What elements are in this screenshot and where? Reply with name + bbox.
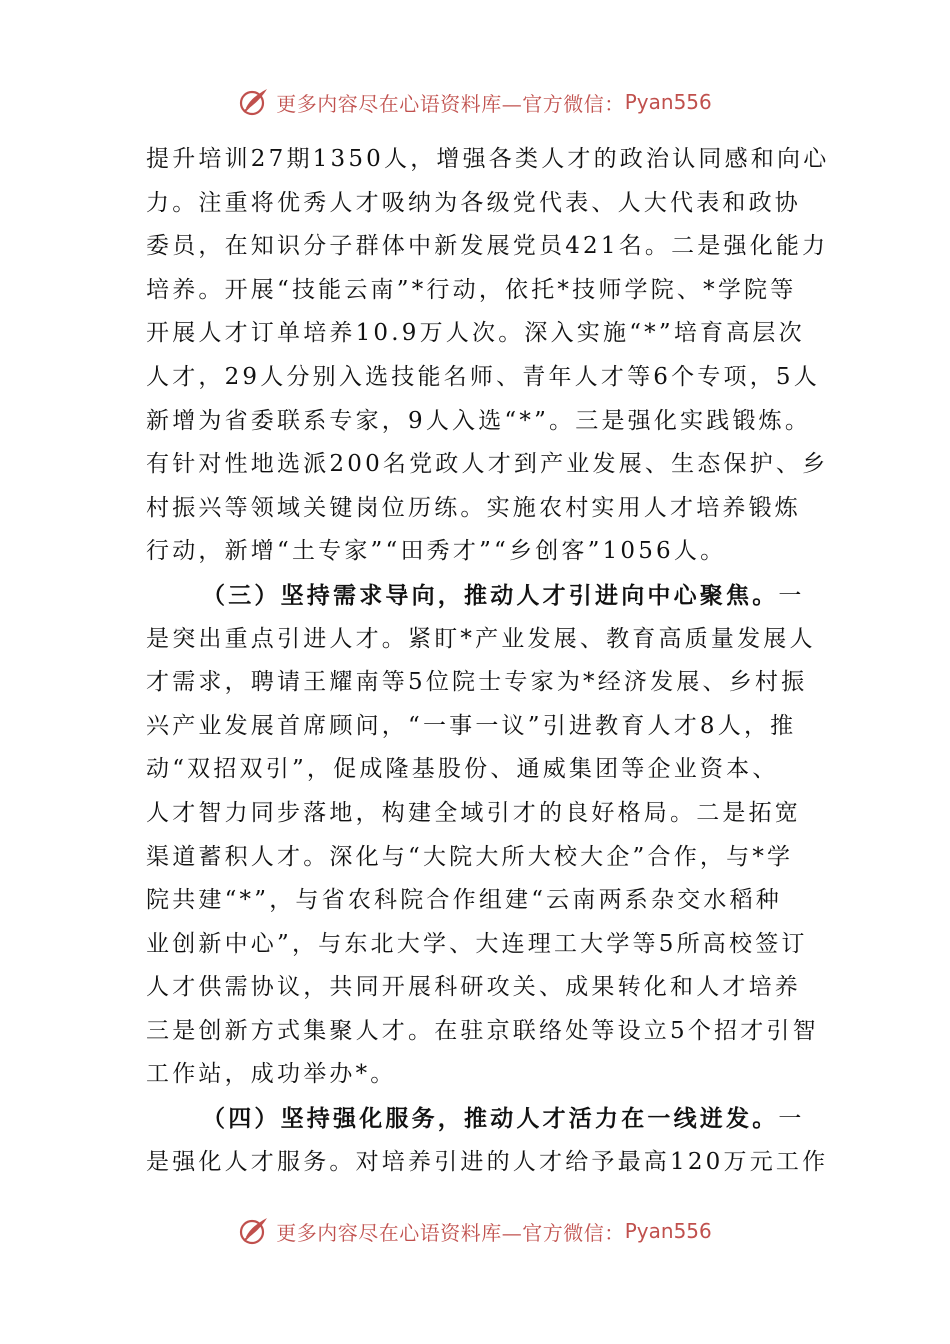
body-line-21: 三是创新方式集聚人才。在驻京联络处等设立5个招才引智 [146,1017,819,1044]
body-line-6: 人才，29人分别入选技能名师、青年人才等6个专项，5人 [146,363,820,390]
body-line-15: 动“双招双引”，促成隆基股份、通威集团等企业资本、 [146,756,779,783]
body-line-22: 工作站，成功举办*。 [146,1061,397,1088]
body-line-14: 兴产业发展首席顾问，“一事一议”引进教育人才8人，推 [146,712,797,739]
footer-watermark-banner [0,1209,950,1253]
body-line-10: 行动，新增“土专家”“田秀才”“乡创客”1056人。 [146,538,727,565]
body-line-20: 人才供需协议，共同开展科研攻关、成果转化和人才培养 [146,974,801,1001]
body-line-24: 是强化人才服务。对培养引进的人才给予最高120万元工作 [146,1148,829,1175]
section-heading-3-title: （三）坚持需求导向，推动人才引进向中心聚焦。 [202,581,779,609]
quill-logo-icon [238,1215,270,1247]
section-heading-4: （四）坚持强化服务，推动人才活力在一线迸发。一 [202,1105,805,1133]
section-heading-3: （三）坚持需求导向，推动人才引进向中心聚焦。一 [202,581,805,609]
body-line-3: 委员，在知识分子群体中新发展党员421名。二是强化能力 [146,233,829,260]
header-wechat-id: Pyan556 [624,90,712,114]
body-line-16: 人才智力同步落地，构建全域引才的良好格局。二是拓宽 [146,799,801,826]
body-line-17: 渠道蓄积人才。深化与“大院大所大校大企”合作，与*学 [146,843,794,870]
body-line-13: 才需求，聘请王耀南等5位院士专家为*经济发展、乡村振 [146,669,808,696]
body-line-8: 有针对性地选派200名党政人才到产业发展、生态保护、乡 [146,451,829,478]
footer-banner-text: 更多内容尽在心语资料库—官方微信： [276,1220,625,1245]
section-heading-4-title: （四）坚持强化服务，推动人才活力在一线迸发。 [202,1105,779,1133]
body-line-7: 新增为省委联系专家，9人入选“*”。三是强化实践锻炼。 [146,407,812,434]
body-line-12: 是突出重点引进人才。紧盯*产业发展、教育高质量发展人 [146,625,816,652]
body-line-9: 村振兴等领域关键岗位历练。实施农村实用人才培养锻炼 [146,494,801,521]
body-line-19: 业创新中心”，与东北大学、大连理工大学等5所高校签订 [146,930,808,957]
body-line-2: 力。注重将优秀人才吸纳为各级党代表、人大代表和政协 [146,189,801,216]
body-line-4: 培养。开展“技能云南”*行动，依托*技师学院、*学院等 [146,276,797,303]
quill-logo-icon [238,86,270,118]
body-line-1: 提升培训27期1350人，增强各类人才的政治认同感和向心 [146,146,830,172]
footer-wechat-id: Pyan556 [624,1219,712,1243]
header-banner-text: 更多内容尽在心语资料库—官方微信： [276,91,625,116]
header-watermark-banner [0,80,950,124]
body-line-5: 开展人才订单培养10.9万人次。深入实施“*”培育高层次 [146,320,805,347]
document-body [146,138,830,1184]
body-line-18: 院共建“*”，与省农科院合作组建“云南两系杂交水稻种 [146,887,782,914]
